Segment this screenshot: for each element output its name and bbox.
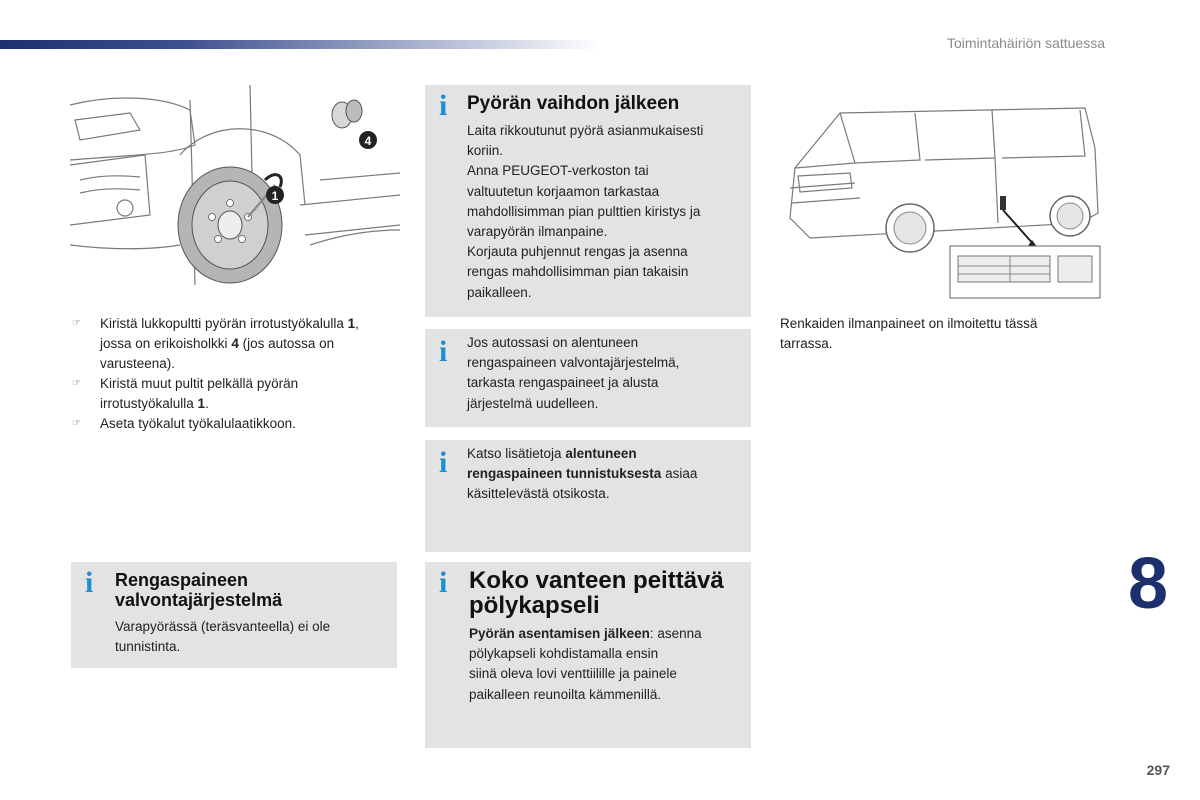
section-title: Toimintahäiriön sattuessa	[947, 35, 1105, 51]
box-body: Jos autossasi on alentuneen rengaspaineen valvontajärjestelmä, tarkasta rengaspaineet ja alusta järjestelmä uudelleen.	[467, 335, 680, 411]
list-item: ☞ Aseta työkalut työkalulaatikkoon.	[72, 414, 392, 434]
box-title: Koko vanteen peittävä pölykapseli	[469, 567, 724, 619]
callout-4: 4	[364, 134, 372, 148]
page-number: 297	[1146, 762, 1170, 778]
info-icon: i	[439, 335, 448, 368]
box-body: Katso lisätietoja alentuneen rengaspaineen tunnistuksesta asiaa käsittelevästä otsikosta.	[467, 446, 698, 502]
info-icon: i	[439, 89, 448, 122]
list-item: ☞ Kiristä muut pultit pelkällä pyörän irrotustyökalulla 1.	[72, 376, 299, 411]
van-tyre-label-illustration	[780, 88, 1110, 303]
tpms-note-box	[425, 329, 751, 427]
box-body: Laita rikkoutunut pyörä asianmukaisesti koriin. Anna PEUGEOT-verkoston tai valtuutetun korjaamon tarkastaa mahdollisimman pian pulttien kiristys ja varapyörän ilmanpaine. Korjauta puhjennut rengas ja asenna rengas mahdollisimman pian takaisin paikalleen.	[467, 123, 704, 300]
list-item: ☞ Kiristä lukkopultti pyörän irrotustyökalulla 1, jossa on erikoisholkki 4 (jos autossa on varusteena).	[72, 316, 359, 371]
instruction-list	[72, 314, 392, 434]
chapter-number: 8	[1128, 544, 1169, 624]
bullet-icon: ☞	[72, 378, 81, 389]
tpms-system-box	[71, 562, 397, 668]
bullet-icon: ☞	[72, 318, 81, 329]
header-gradient-bar	[0, 40, 600, 49]
callout-1: 1	[271, 189, 279, 203]
after-change-box	[425, 85, 751, 317]
box-body: Pyörän asentamisen jälkeen: asenna pölykapseli kohdistamalla ensin siinä oleva lovi venttiilille ja painele paikalleen reunoilta kämmenillä.	[469, 626, 702, 702]
info-icon: i	[85, 566, 94, 599]
info-icon: i	[439, 566, 448, 599]
more-info-box	[425, 440, 751, 552]
box-title: Pyörän vaihdon jälkeen	[467, 93, 680, 114]
box-body: Varapyörässä (teräsvanteella) ei ole tunnistinta.	[115, 619, 331, 655]
info-icon: i	[439, 446, 448, 479]
hubcap-box	[425, 562, 751, 748]
bullet-icon: ☞	[72, 418, 81, 429]
tyre-pressure-caption: Renkaiden ilmanpaineet on ilmoitettu tässä tarrassa.	[780, 316, 1038, 351]
wheel-tightening-illustration	[70, 85, 400, 285]
box-title: Rengaspaineen valvontajärjestelmä	[115, 570, 283, 610]
